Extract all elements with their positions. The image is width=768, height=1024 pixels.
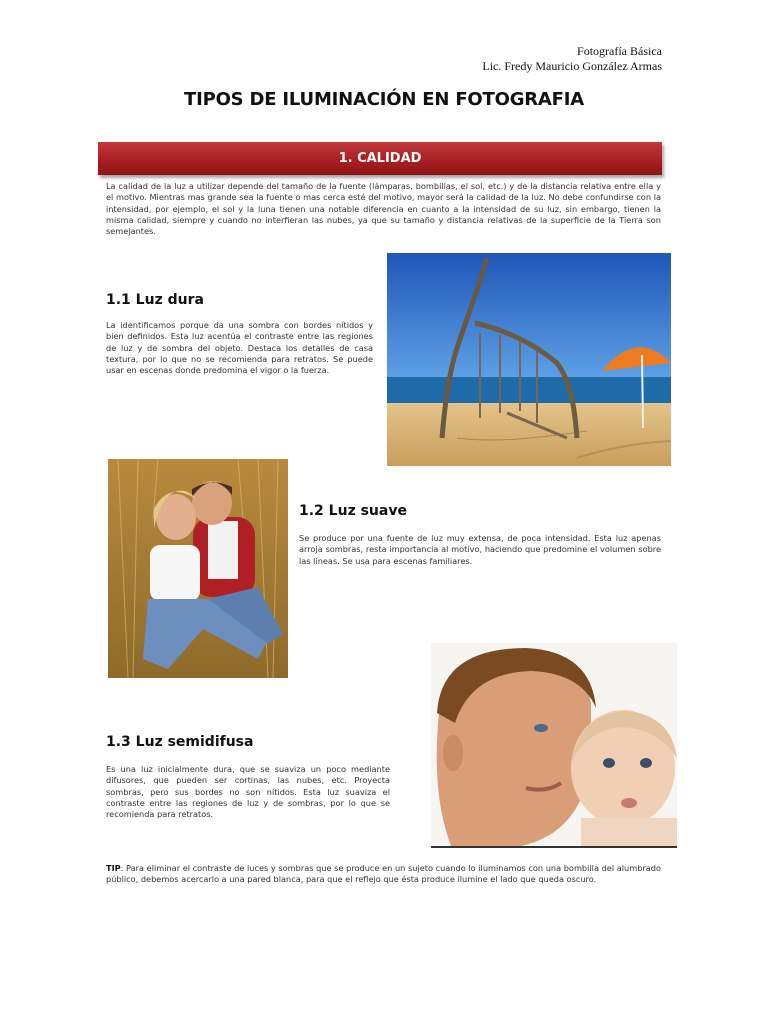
subsection-text-suave: Se produce por una fuente de luz muy extensa, de poca intensidad. Esta luz apenas arroja sombras, resta importancia al motivo, haciendo que predomine el volumen sobre las líneas. Se usa para escenas familiares. (299, 533, 661, 566)
subsection-heading-dura: 1.1 Luz dura (106, 292, 204, 308)
subsection-heading-suave: 1.2 Luz suave (299, 503, 407, 519)
beach-photo (387, 253, 671, 466)
header-author: Lic. Fredy Mauricio González Armas (482, 59, 662, 73)
section-heading-band (98, 142, 662, 175)
header-course: Fotografía Básica (577, 44, 662, 58)
section-intro: La calidad de la luz a utilizar depende del tamaño de la fuente (lámparas, bombillas, el sol, etc.) y de la distancia relativa entre ella y el motivo. Mientras mas grande sea la fuente o mas cerca esté del motivo, mayor será la calidad de la luz. No debe confundirse con la intensidad, por ejemplo, el sol y la luna tienen una notable diferencia en cuanto a la intensidad de su luz, sin embargo, tienen la misma calidad, siempre y cuando no interfieran las nubes, ya que su tamaño y distancia relativas de la superficie de la Tierra son semejantes. (106, 181, 661, 237)
subsection-text-semidifusa: Es una luz inicialmente dura, que se suaviza un poco mediante difusores, que pueden ser cortinas, las nubes, etc. Proyecta sombras, pero sus bordes no son nítidos. Esta luz suaviza el contraste entre las regiones de luz y de sombras, por lo que se recomienda para retratos. (106, 764, 390, 820)
page-title: TIPOS DE ILUMINACIÓN EN FOTOGRAFIA (184, 89, 584, 110)
couple-photo (108, 459, 288, 678)
tip-paragraph (106, 863, 661, 886)
subsection-heading-semidifusa: 1.3 Luz semidifusa (106, 734, 254, 750)
tip-text: : Para eliminar el contraste de luces y sombras que se produce en un sujeto cuando lo iluminamos con una bombilla del alumbrado público, debemos acercarlo a una pared blanca, para que el reflejo que ésta produce ilumine el lado que queda oscuro. (106, 863, 661, 885)
father-baby-photo (431, 643, 677, 848)
section-heading: 1. CALIDAD (338, 151, 422, 166)
tip-label: TIP (106, 863, 121, 873)
subsection-text-dura: La identificamos porque da una sombra con bordes nítidos y bien definidos. Esta luz acentúa el contraste entre las regiones de luz y de sombra del objeto. Destaca los detalles de casa textura, por lo que no se recomienda para retratos. Se puede usar en escenas donde predomina el vigor o la fuerza. (106, 320, 373, 376)
